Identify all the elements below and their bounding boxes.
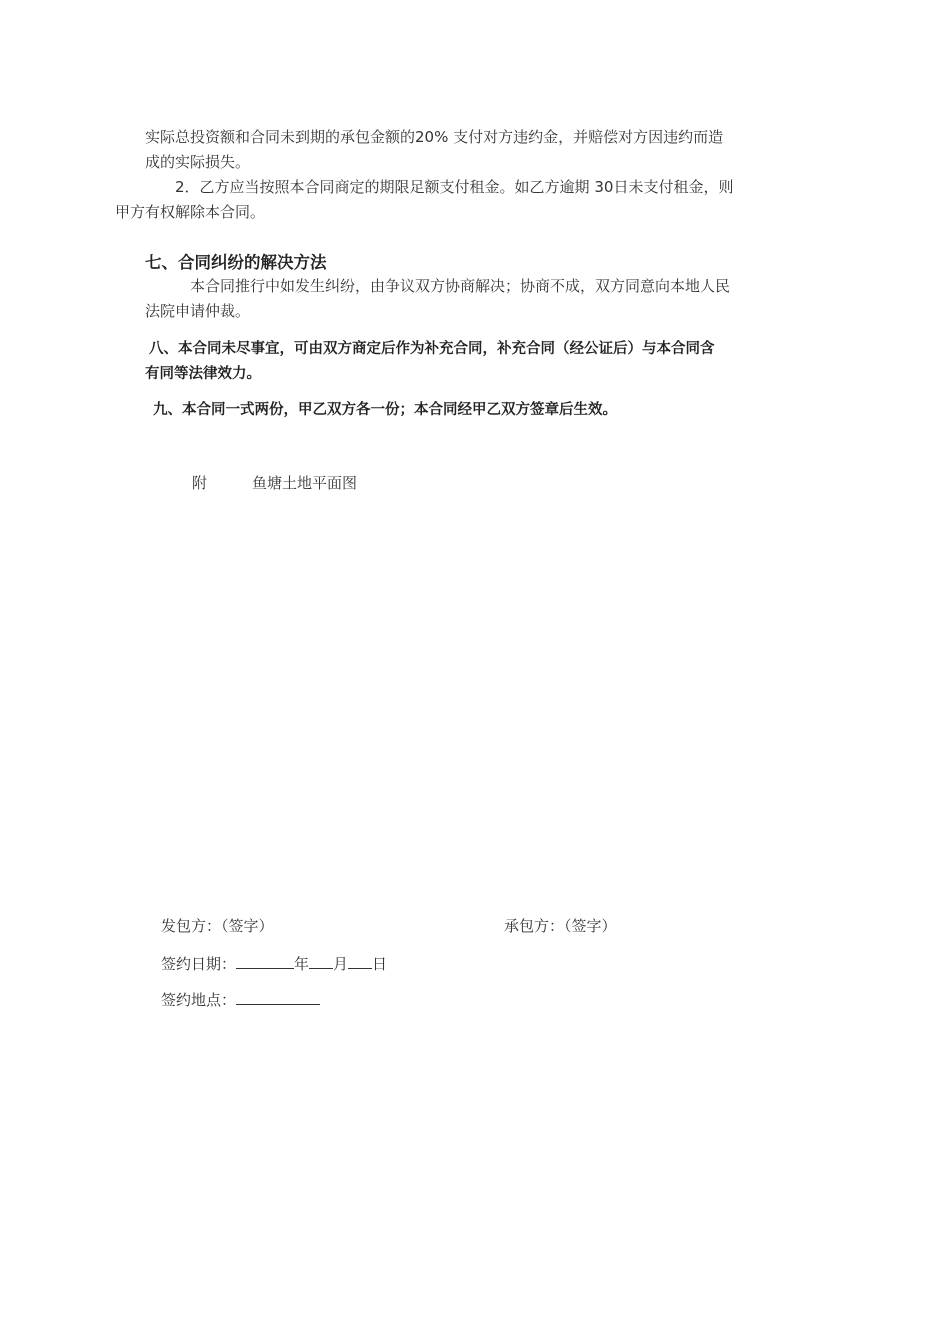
year-label: 年 — [294, 955, 310, 973]
clause9-text: 九、本合同一式两份，甲乙双方各一份；本合同经甲乙双方签章后生效。 — [153, 402, 617, 418]
clause6-item2-text-b: 日未支付租金，则 — [613, 178, 734, 196]
sign-date-label: 签约日期： — [161, 955, 237, 973]
sign-place-line — [161, 988, 320, 1011]
clause6-item2-text-a: 乙方应当按照本合同商定的期限足额支付租金。如乙方逾期 — [199, 178, 590, 196]
month-label: 月 — [333, 955, 349, 973]
day-label: 日 — [372, 955, 388, 973]
clause6-percent: 20% — [415, 128, 449, 146]
clause6-item2-days: 30 — [594, 178, 614, 196]
sign-date-line — [161, 952, 387, 975]
clause7-heading: 七、合同纠纷的解决方法 — [145, 253, 327, 272]
attachment-label: 附 — [192, 474, 208, 492]
party-b-signature: 承包方：（签字） — [504, 917, 617, 935]
day-blank[interactable] — [348, 952, 372, 969]
attachment-title: 鱼塘土地平面图 — [252, 474, 358, 492]
clause7-body-a: 本合同推行中如发生纠纷，由争议双方协商解决；协商不成，双方同意向本地人民 — [190, 277, 731, 295]
clause7-body-b: 法院申请仲裁。 — [145, 302, 251, 320]
clause6-item-2 — [115, 175, 807, 225]
month-blank[interactable] — [309, 952, 333, 969]
clause6-text-c: 成的实际损失。 — [145, 153, 251, 171]
clause6-item2-text-c: 甲方有权解除本合同。 — [115, 203, 266, 221]
party-a-signature: 发包方：（签字） — [161, 917, 274, 935]
clause7-body — [145, 274, 807, 324]
clause8-line-2: 有同等法律效力。 — [145, 366, 261, 382]
clause6-item2-number: 2． — [175, 178, 200, 196]
year-blank[interactable] — [236, 952, 294, 969]
place-blank[interactable] — [236, 988, 320, 1005]
clause6-text-b: 支付对方违约金，并赔偿对方因违约而造 — [453, 128, 724, 146]
clause8-line-1: 八、本合同未尽事宜，可由双方商定后作为补充合同，补充合同（经公证后）与本合同含 — [149, 341, 715, 357]
clause8-text — [145, 337, 807, 387]
clause6-paragraph-1 — [145, 125, 807, 175]
sign-place-label: 签约地点： — [161, 991, 237, 1009]
clause6-text-a: 实际总投资额和合同未到期的承包金额的 — [145, 128, 416, 146]
